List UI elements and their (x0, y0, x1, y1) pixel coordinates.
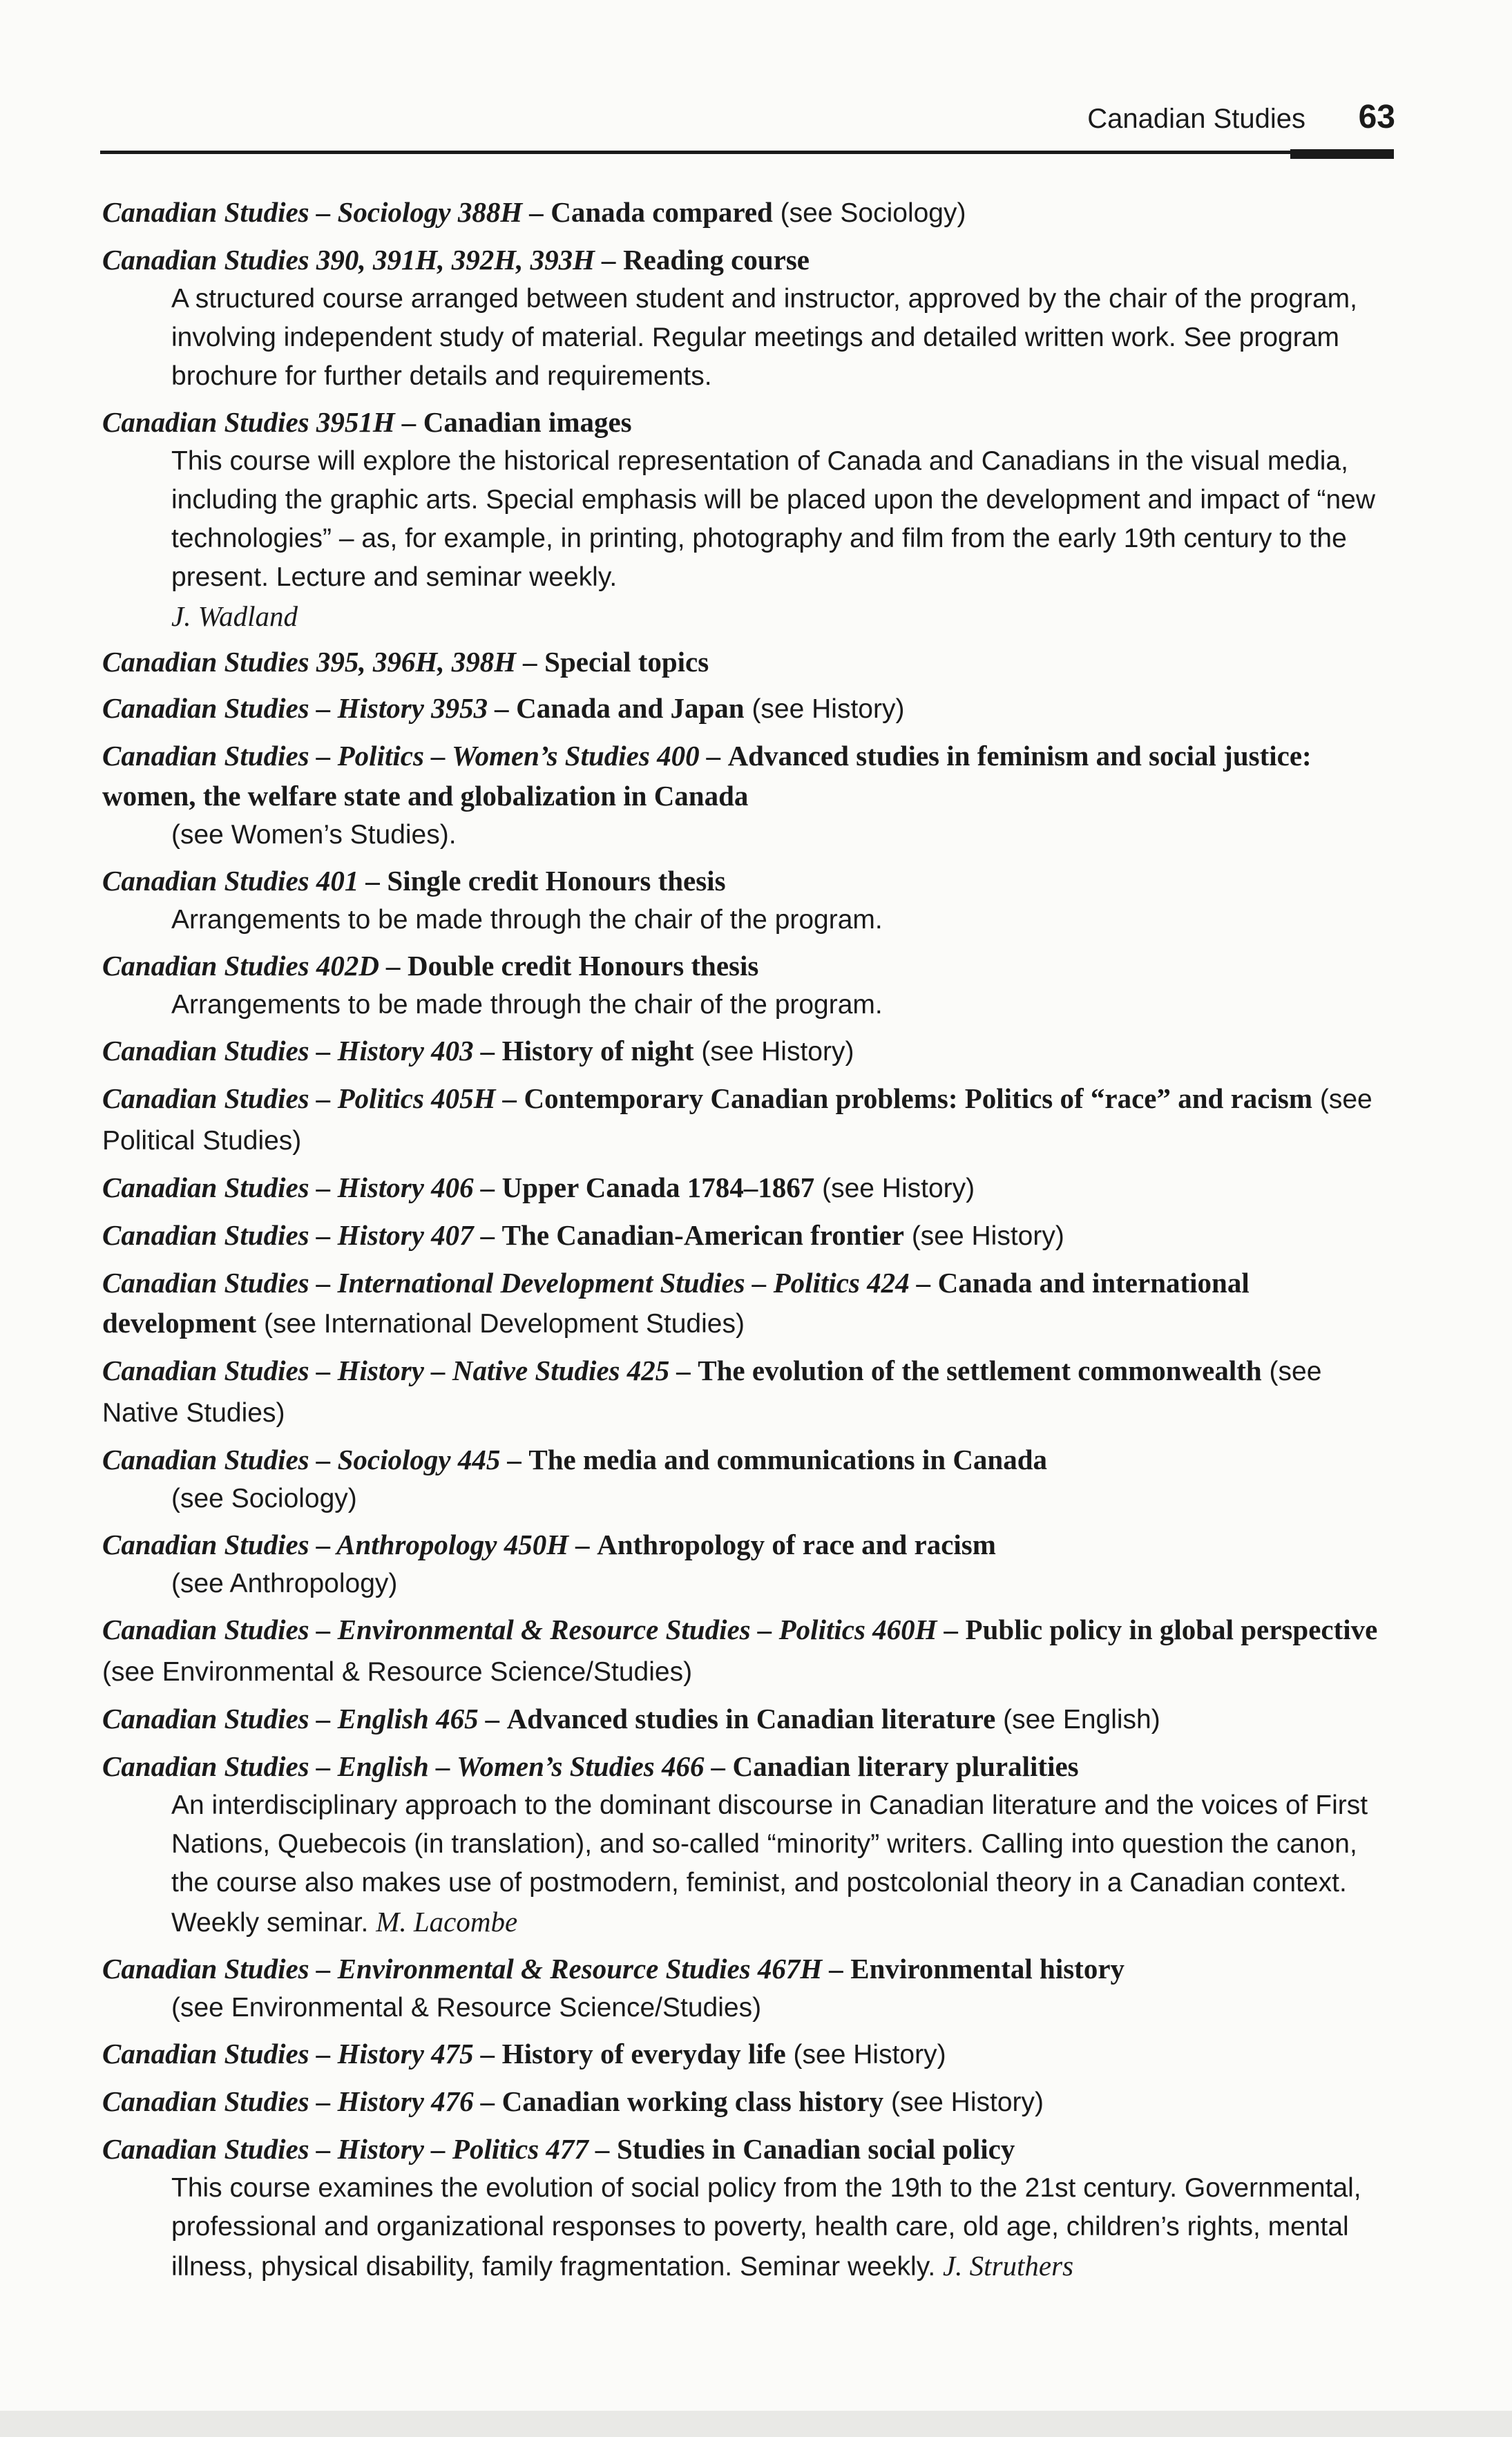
course-cross-reference: (see History) (903, 1221, 1064, 1251)
course-title: History of everyday life (501, 2038, 786, 2070)
course-code: Canadian Studies – Environmental & Resource Studies 467H – (102, 1953, 851, 1985)
course-cross-reference: (see History) (693, 1037, 854, 1067)
course-instructor: M. Lacombe (376, 1906, 518, 1938)
course-description-text: Arrangements to be made through the chair of the program. (171, 905, 883, 935)
course-entry (102, 1699, 1387, 1740)
course-title: Anthropology of race and racism (597, 1529, 996, 1560)
course-code: Canadian Studies – Environmental & Resource Studies – Politics 460H – (102, 1614, 966, 1645)
course-code: Canadian Studies 395, 396H, 398H – (102, 646, 545, 678)
course-entry (102, 1167, 1387, 1209)
course-entry (102, 1440, 1387, 1518)
course-entry (102, 1263, 1387, 1344)
course-instructor: J. Wadland (171, 600, 298, 632)
header-rule-tab (1290, 149, 1394, 159)
course-code: Canadian Studies 390, 391H, 392H, 393H – (102, 244, 624, 276)
course-description-text: Arrangements to be made through the chair of the program. (171, 990, 883, 1020)
course-heading (102, 946, 1387, 986)
course-cross-reference: (see English) (995, 1705, 1160, 1734)
course-cross-reference: (see History) (883, 2087, 1044, 2117)
page-header (100, 97, 1395, 152)
course-entry (102, 2081, 1387, 2123)
course-code: Canadian Studies – Anthropology 450H – (102, 1529, 597, 1560)
course-description-text: (see Anthropology) (171, 1569, 398, 1598)
course-heading (102, 1746, 1387, 1786)
course-description-text: (see Sociology) (171, 1484, 357, 1513)
course-heading (102, 2034, 1387, 2075)
course-description-text: (see Women’s Studies). (171, 820, 457, 850)
course-entry (102, 1525, 1387, 1603)
course-title: Environmental history (850, 1953, 1125, 1985)
course-title: Advanced studies in feminism and social justice: women, the welfare state and globalization in Canada (102, 740, 1312, 812)
course-entry (102, 946, 1387, 1024)
course-heading (102, 402, 1387, 442)
course-code: Canadian Studies 3951H – (102, 406, 423, 438)
course-heading (102, 688, 1387, 729)
course-entry (102, 1215, 1387, 1256)
course-title: Canadian literary pluralities (732, 1750, 1079, 1782)
course-code: Canadian Studies – History 475 – (102, 2038, 502, 2070)
course-title: Canada compared (551, 196, 773, 228)
course-entry (102, 736, 1387, 854)
course-entry (102, 192, 1387, 233)
course-description (171, 2169, 1387, 2286)
course-heading (102, 1350, 1387, 1433)
course-heading (102, 2081, 1387, 2123)
course-heading (102, 1699, 1387, 1740)
course-code: Canadian Studies – History – Politics 477 – (102, 2133, 617, 2165)
course-entry (102, 1949, 1387, 2027)
course-heading (102, 1167, 1387, 1209)
course-cross-reference: (see History) (785, 2040, 946, 2070)
course-code: Canadian Studies – History 406 – (102, 1172, 502, 1203)
course-description (171, 1786, 1387, 1942)
course-description-text: (see Environmental & Resource Science/Studies) (171, 1993, 762, 2023)
course-title: Canada and international development (102, 1267, 1250, 1339)
course-code: Canadian Studies 401 – (102, 865, 387, 897)
page-number: 63 (1358, 99, 1395, 135)
course-description (171, 280, 1387, 396)
course-heading (102, 1525, 1387, 1565)
course-entry (102, 688, 1387, 729)
course-entry (102, 240, 1387, 396)
course-heading (102, 2129, 1387, 2169)
course-entry (102, 642, 1387, 682)
course-entry (102, 2034, 1387, 2075)
course-description-text: An interdisciplinary approach to the dominant discourse in Canadian literature and the voices of First Nations, Quebecois (in translation), and so-called “minority” writers. Calling into question the canon, the course also makes use of postmodern, feminist, and postcolonial theory in a Canadian context. Weekly seminar. (171, 1790, 1368, 1938)
course-title: History of night (501, 1035, 694, 1067)
course-cross-reference: (see Sociology) (772, 198, 966, 228)
course-title: Advanced studies in Canadian literature (506, 1703, 996, 1734)
course-description (171, 986, 1387, 1024)
course-cross-reference: (see International Development Studies) (256, 1309, 745, 1339)
course-title: The Canadian-American frontier (501, 1219, 904, 1251)
course-title: Canada and Japan (516, 692, 745, 724)
course-code: Canadian Studies – English – Women’s Studies 466 – (102, 1750, 733, 1782)
course-title: The media and communications in Canada (528, 1444, 1048, 1475)
course-heading (102, 1031, 1387, 1072)
course-heading (102, 1440, 1387, 1480)
course-title: Single credit Honours thesis (387, 865, 726, 897)
course-heading (102, 642, 1387, 682)
course-heading (102, 861, 1387, 901)
course-description-text: A structured course arranged between student and instructor, approved by the chair of the program, involving independent study of material. Regular meetings and detailed written work. See program brochure for further details and requirements. (171, 284, 1358, 391)
course-description (171, 1989, 1387, 2027)
course-heading (102, 1078, 1387, 1161)
course-heading (102, 1263, 1387, 1344)
course-title: Contemporary Canadian problems: Politics of “race” and racism (524, 1082, 1313, 1114)
course-code: Canadian Studies – History 407 – (102, 1219, 502, 1251)
course-title: Studies in Canadian social policy (616, 2133, 1015, 2165)
course-code: Canadian Studies – Sociology 388H – (102, 196, 551, 228)
course-title: Public policy in global perspective (965, 1614, 1378, 1645)
course-description (171, 442, 1387, 597)
course-code: Canadian Studies – History – Native Studies 425 – (102, 1355, 698, 1386)
course-heading (102, 192, 1387, 233)
course-entry (102, 1031, 1387, 1072)
course-code: Canadian Studies – Politics – Women’s Studies 400 – (102, 740, 728, 772)
course-code: Canadian Studies – History 476 – (102, 2085, 502, 2117)
course-code: Canadian Studies – International Development Studies – Politics 424 – (102, 1267, 938, 1299)
course-title: The evolution of the settlement commonwealth (698, 1355, 1262, 1386)
course-description (171, 901, 1387, 939)
header-rule (100, 151, 1392, 154)
course-description (171, 1480, 1387, 1518)
course-cross-reference: (see History) (814, 1174, 975, 1203)
course-cross-reference: (see Environmental & Resource Science/Studies) (102, 1657, 693, 1687)
running-head: Canadian Studies (1087, 104, 1305, 134)
course-title: Canadian working class history (501, 2085, 884, 2117)
course-entry (102, 861, 1387, 939)
course-code: Canadian Studies – History 403 – (102, 1035, 502, 1067)
course-cross-reference: (see Native Studies) (102, 1357, 1322, 1428)
course-heading (102, 1609, 1387, 1692)
course-code: Canadian Studies – Sociology 445 – (102, 1444, 529, 1475)
course-cross-reference: (see Political Studies) (102, 1084, 1372, 1156)
course-title: Reading course (623, 244, 810, 276)
course-heading (102, 736, 1387, 816)
course-entry (102, 1746, 1387, 1942)
course-instructor: J. Struthers (942, 2250, 1074, 2282)
course-title: Canadian images (423, 406, 632, 438)
course-code: Canadian Studies – Politics 405H – (102, 1082, 524, 1114)
course-heading (102, 1949, 1387, 1989)
course-entry (102, 2129, 1387, 2286)
course-title: Upper Canada 1784–1867 (501, 1172, 815, 1203)
course-heading (102, 240, 1387, 280)
course-description-text: This course will explore the historical representation of Canada and Canadians in the visual media, including the graphic arts. Special emphasis will be placed upon the development and impact of “new technologies” – as, for example, in printing, photography and film from the early 19th century to the present. Lecture and seminar weekly. (171, 446, 1376, 592)
course-title: Double credit Honours thesis (408, 950, 759, 982)
scan-edge (0, 2411, 1512, 2437)
course-description (171, 816, 1387, 854)
course-title: Special topics (544, 646, 709, 678)
course-description-text: This course examines the evolution of social policy from the 19th to the 21st century. Governmental, professional and organizational responses to poverty, health care, old age, children’s rights, mental illness, physical disability, family fragmentation. Seminar weekly. (171, 2173, 1361, 2282)
course-entry (102, 1609, 1387, 1692)
course-entry (102, 1350, 1387, 1433)
course-description (171, 1565, 1387, 1603)
course-code: Canadian Studies – History 3953 – (102, 692, 517, 724)
course-entry (102, 402, 1387, 635)
course-heading (102, 1215, 1387, 1256)
course-code: Canadian Studies 402D – (102, 950, 408, 982)
course-code: Canadian Studies – English 465 – (102, 1703, 507, 1734)
course-list (102, 192, 1387, 2293)
course-cross-reference: (see History) (744, 694, 905, 724)
course-entry (102, 1078, 1387, 1161)
